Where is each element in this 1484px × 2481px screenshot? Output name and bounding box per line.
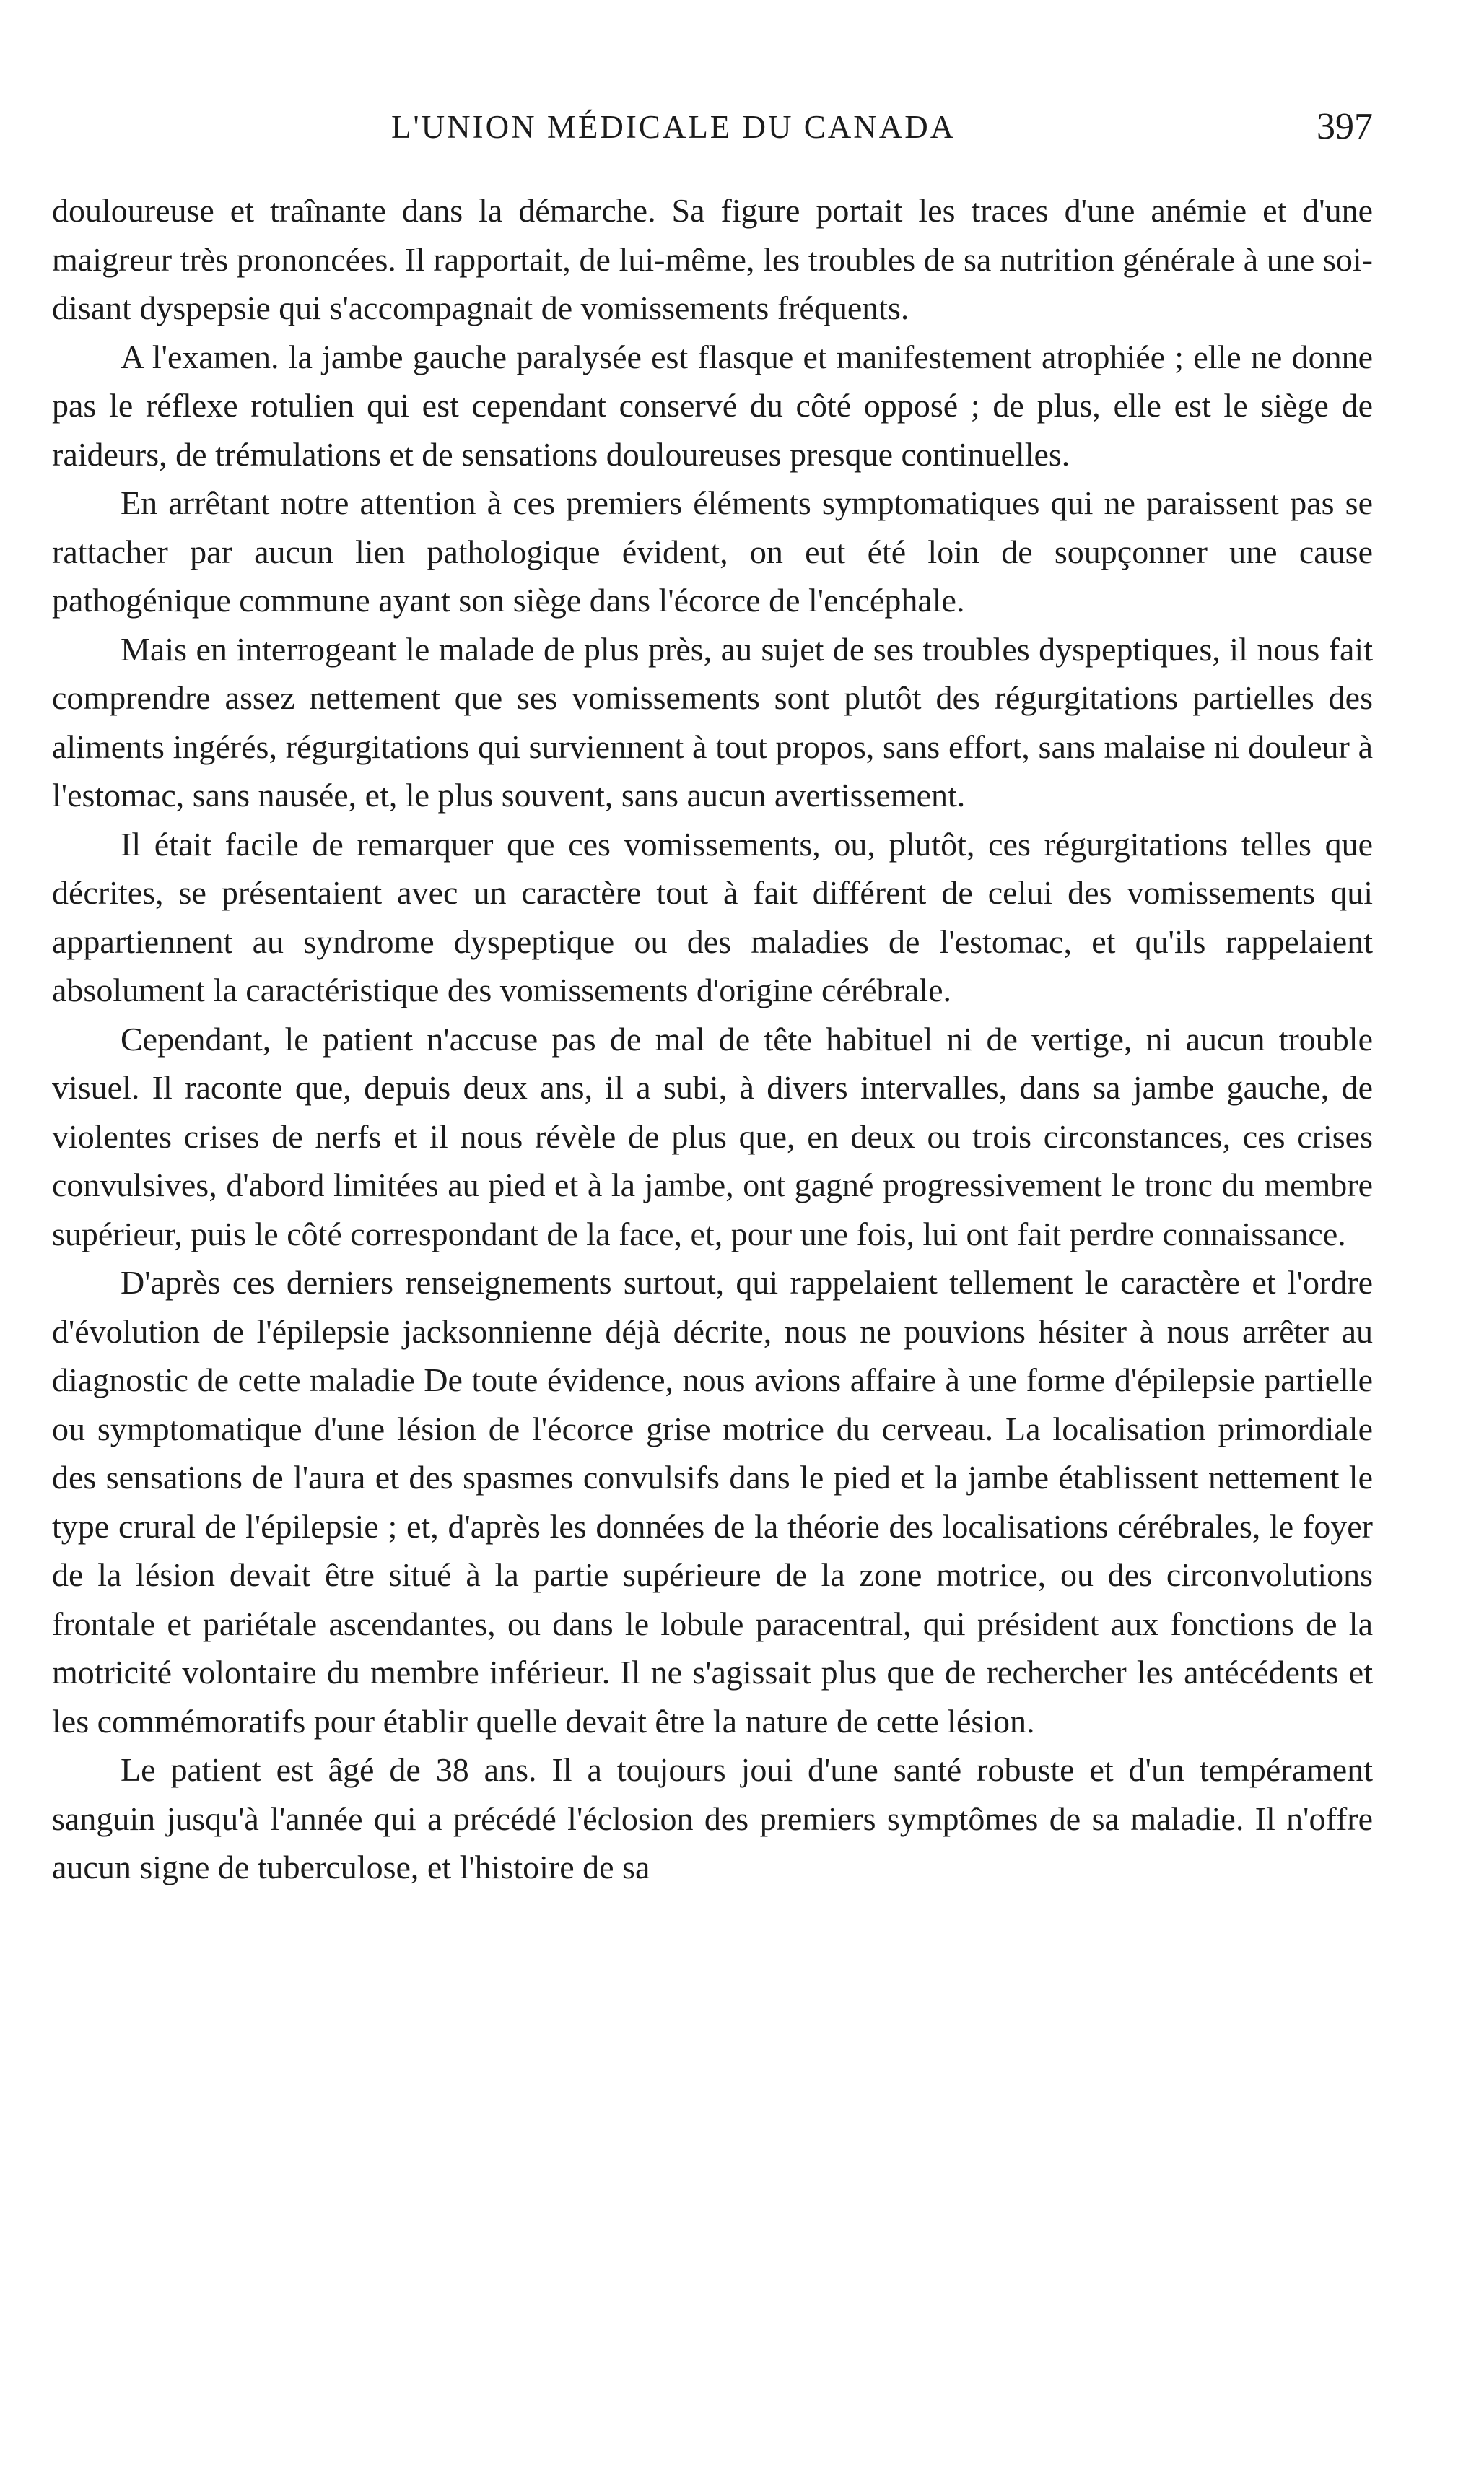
page-number: 397 bbox=[1317, 106, 1373, 147]
paragraph-continues: Le patient est âgé de 38 ans. Il a toujours joui d'une santé robuste et d'un tempérament sanguin jusqu'à l'année qui a précédé l'éclosion des premiers symptômes de sa maladie. Il n'offre aucun signe de tuberculose, et l'histoire de sa bbox=[52, 1751, 1373, 1885]
paragraph: Mais en interrogeant le malade de plus près, au sujet de ses troubles dyspeptiques, il nous fait comprendre assez nettement que ses vomissements sont plutôt des régurgitations partielles des aliments ingérés, régurgitations qui surviennent à tout propos, sans effort, sans malaise ni douleur à l'estomac, sans nausée, et, le plus souvent, sans aucun avertissement. bbox=[52, 630, 1373, 814]
running-head bbox=[52, 108, 1373, 159]
article-body bbox=[52, 186, 1373, 1892]
paragraph: Il était facile de remarquer que ces vomissements, ou, plutôt, ces régurgitations telles que décrites, se présentaient avec un caractère tout à fait différent de celui des vomissements qui appartiennent au syndrome dyspeptique ou des maladies de l'estomac, et qu'ils rappelaient absolument la caractéristique des vomissements d'origine cérébrale. bbox=[52, 825, 1373, 1008]
paragraph: Cependant, le patient n'accuse pas de mal de tête habituel ni de vertige, ni aucun trouble visuel. Il raconte que, depuis deux ans, il a subi, à divers intervalles, dans sa jambe gauche, de violentes crises de nerfs et il nous révèle de plus que, en deux ou trois circonstances, ces crises convulsives, d'abord limitées au pied et à la jambe, ont gagné progressivement le tronc du membre supérieur, puis le côté correspondant de la face, et, pour une fois, lui ont fait perdre connaissance. bbox=[52, 1020, 1373, 1252]
paragraph: D'après ces derniers renseignements surtout, qui rappelaient tellement le caractère et l'ordre d'évolution de l'épilepsie jacksonnienne déjà décrite, nous ne pouvions hésiter à nous arrêter au diagnostic de cette maladie De toute évidence, nous avions affaire à une forme d'épilepsie partielle ou symptomatique d'une lésion de l'écorce grise motrice du cerveau. La localisation primordiale des sensations de l'aura et des spasmes convulsifs dans le pied et la jambe établissent nettement le type crural de l'épilepsie ; et, d'après les données de la théorie des localisations cérébrales, le foyer de la lésion devait être situé à la partie supérieure de la zone motrice, ou des circonvolutions frontale et pariétale ascendantes, ou dans le lobule paracentral, qui président aux fonctions de la motricité volontaire du membre inférieur. Il ne s'agissait plus que de rechercher les antécédents et les commémoratifs pour établir quelle devait être la nature de cette lésion. bbox=[52, 1264, 1373, 1740]
running-title: L'UNION MÉDICALE DU CANADA bbox=[391, 109, 956, 145]
paragraph: A l'examen. la jambe gauche paralysée est flasque et manifestement atrophiée ; elle ne donne pas le réflexe rotulien qui est cependant conservé du côté opposé ; de plus, elle est le siège de raideurs, de trémulations et de sensations douloureuses presque continuelles. bbox=[52, 338, 1373, 473]
paragraph-continued: douloureuse et traînante dans la démarche. Sa figure portait les traces d'une anémie et d'une maigreur très prononcées. Il rapportait, de lui-même, les troubles de sa nutrition générale à une soi-disant dyspepsie qui s'accompagnait de vomissements fréquents. bbox=[52, 192, 1373, 326]
paragraph: En arrêtant notre attention à ces premiers éléments symptomatiques qui ne paraissent pas se rattacher par aucun lien pathologique évident, on eut été loin de soupçonner une cause pathogénique commune ayant son siège dans l'écorce de l'encéphale. bbox=[52, 484, 1373, 619]
